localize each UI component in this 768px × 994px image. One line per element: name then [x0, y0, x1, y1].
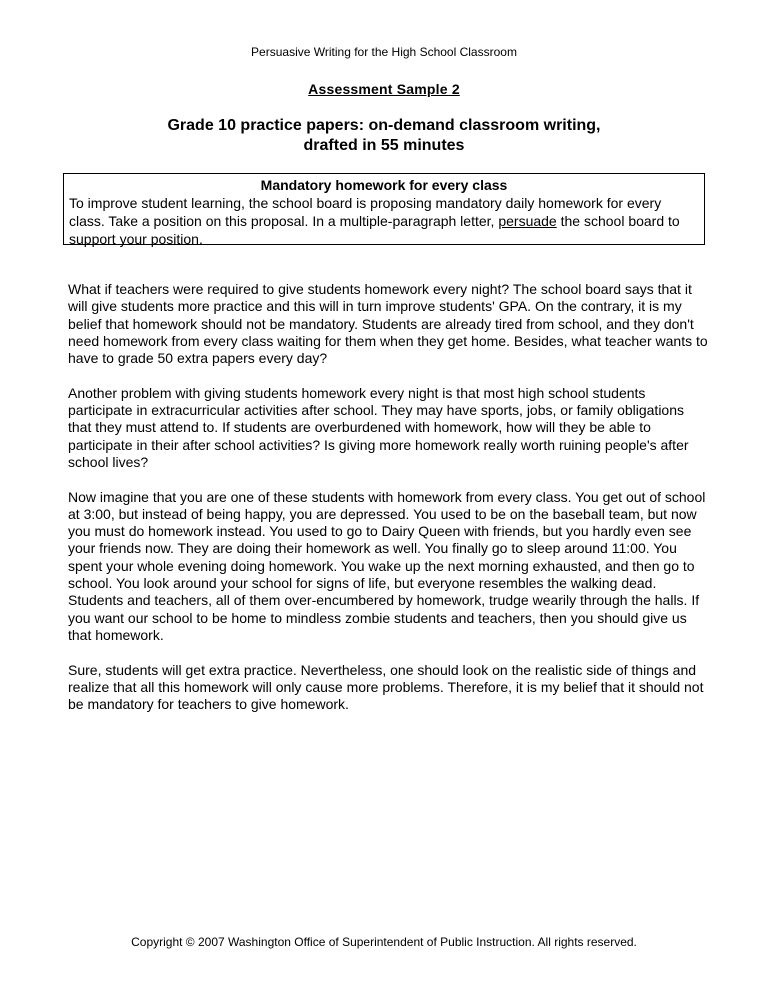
grade-title-line-2: drafted in 55 minutes [303, 137, 465, 154]
prompt-text-before: To improve student learning, the school board is proposing mandatory daily homework for every class. Take a position on this proposal. In a multiple-paragraph letter, [69, 195, 662, 229]
assessment-sample-title: Assessment Sample 2 [308, 81, 460, 97]
running-header: Persuasive Writing for the High School Classroom [251, 45, 517, 59]
prompt-underlined-word: persuade [498, 213, 557, 229]
essay-paragraph: Now imagine that you are one of these students with homework from every class. You get out of school at 3:00, but instead of being happy, you are depressed. You used to be on the baseball team, but now you must do homework instead. You used to go to Dairy Queen with friends, but you hardly even see your friends now. They are doing their homework as well. You finally go to sleep around 11:00. You spent your whole evening doing homework. You wake up the next morning exhausted, and then go to school. You look around your school for signs of life, but everyone resembles the walking dead. Students and teachers, all of them over-encumbered by homework, trudge wearily through the halls. If you want our school to be home to mindless zombie students and teachers, then you should give us that homework. [68, 488, 706, 643]
prompt-box [63, 173, 705, 245]
essay-paragraph: Another problem with giving students homework every night is that most high school students participate in extracurricular activities after school. They may have sports, jobs, or family obligations that they must attend to. If students are overburdened with homework, how will they be able to participate in their after school activities? Is giving more homework really worth ruining people's after school lives? [68, 384, 689, 470]
prompt-title: Mandatory homework for every class [260, 177, 508, 193]
grade-title [0, 116, 768, 156]
essay-body [68, 281, 708, 731]
copyright-footer: Copyright © 2007 Washington Office of Superintendent of Public Instruction. All rights reserved. [131, 935, 637, 949]
prompt-text [69, 194, 699, 248]
prompt-text-after: the school board to support your position. [69, 213, 680, 247]
essay-paragraph: Sure, students will get extra practice. Nevertheless, one should look on the realistic side of things and realize that all this homework will only cause more problems. Therefore, it is my belief that it should not be mandatory for teachers to give homework. [68, 661, 704, 713]
essay-paragraph: What if teachers were required to give students homework every night? The school board says that it will give students more practice and this will in turn improve students' GPA. On the contrary, it is my belief that homework should not be mandatory. Students are already tired from school, and they don't need homework from every class waiting for them when they get home. Besides, what teacher wants to have to grade 50 extra papers every day? [68, 281, 708, 367]
grade-title-line-1: Grade 10 practice papers: on-demand classroom writing, [167, 117, 601, 134]
